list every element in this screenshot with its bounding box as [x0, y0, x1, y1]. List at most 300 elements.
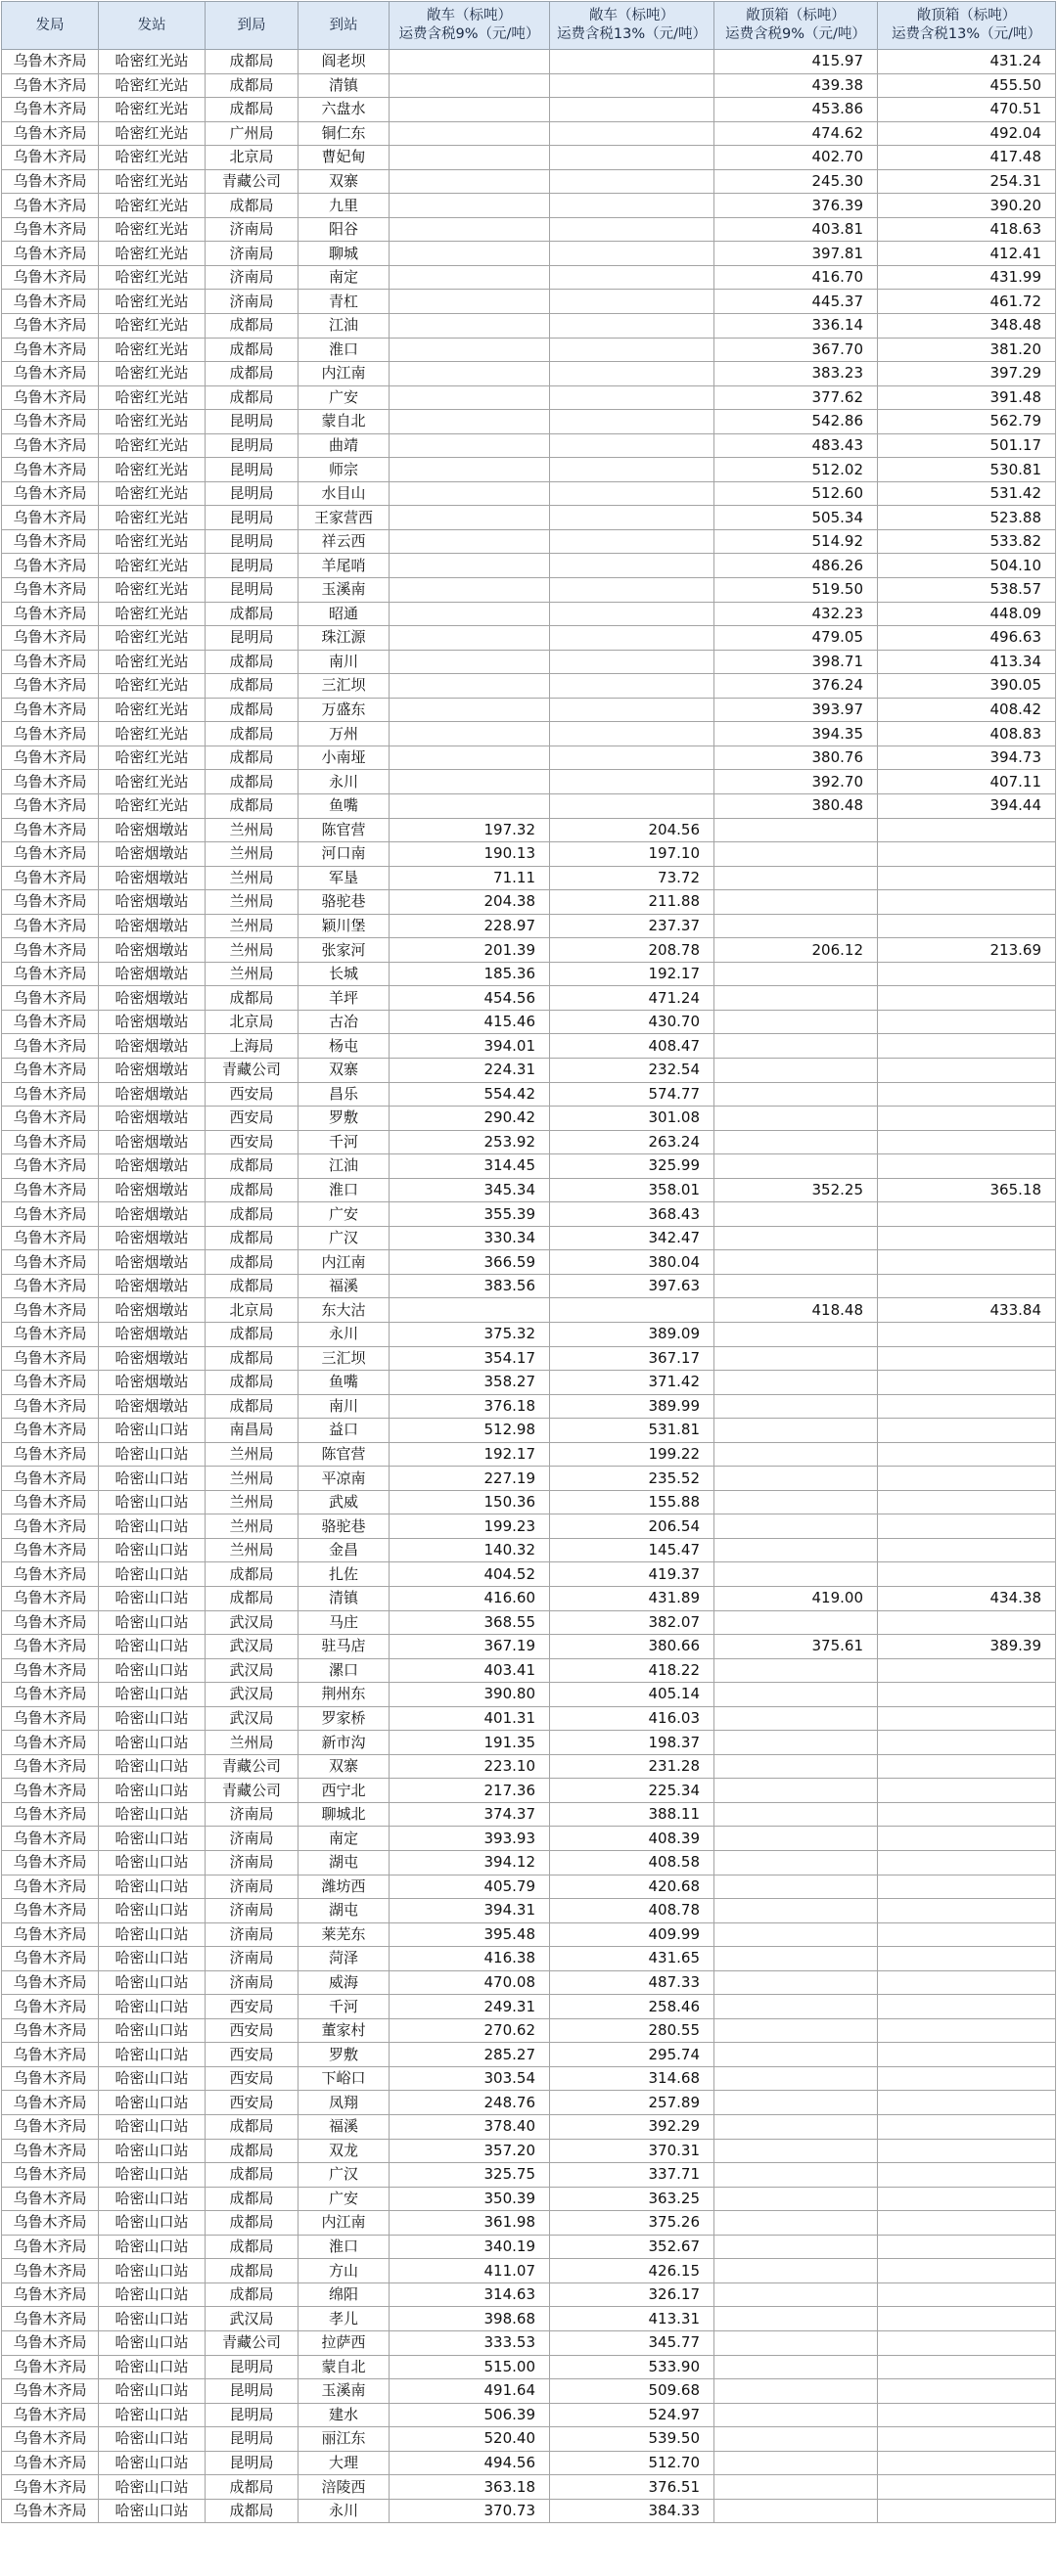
open-car-rate-13-cell: 73.72	[550, 866, 714, 890]
dest-station-cell: 广汉	[299, 1226, 390, 1250]
open-top-box-rate-9-cell	[714, 1322, 878, 1346]
origin-bureau-cell: 乌鲁木齐局	[2, 1034, 99, 1059]
table-row	[2, 2355, 1056, 2379]
dest-station-cell: 孝儿	[299, 2307, 390, 2331]
open-top-box-rate-13-cell	[878, 2330, 1056, 2355]
dest-station-cell: 千河	[299, 1130, 390, 1154]
open-car-rate-9-cell: 506.39	[390, 2403, 550, 2427]
open-car-rate-13-cell: 208.78	[550, 938, 714, 963]
open-car-rate-9-cell: 520.40	[390, 2427, 550, 2452]
origin-station-cell: 哈密山口站	[99, 1658, 206, 1683]
open-car-rate-9-cell: 345.34	[390, 1178, 550, 1202]
open-top-box-rate-9-cell: 432.23	[714, 602, 878, 626]
dest-bureau-cell: 南昌局	[206, 1419, 299, 1443]
open-car-rate-9-cell: 390.80	[390, 1683, 550, 1707]
origin-station-cell: 哈密山口站	[99, 1442, 206, 1467]
dest-bureau-cell: 青藏公司	[206, 1779, 299, 1803]
origin-station-cell: 哈密红光站	[99, 578, 206, 603]
table-row	[2, 578, 1056, 603]
origin-station-cell: 哈密烟墩站	[99, 842, 206, 867]
open-car-rate-9-cell: 303.54	[390, 2066, 550, 2091]
dest-station-cell: 南川	[299, 1394, 390, 1419]
dest-bureau-cell: 兰州局	[206, 818, 299, 842]
open-car-rate-9-cell: 374.37	[390, 1802, 550, 1827]
dest-bureau-cell: 兰州局	[206, 866, 299, 890]
table-row	[2, 1034, 1056, 1059]
origin-station-cell: 哈密红光站	[99, 194, 206, 218]
dest-bureau-cell: 成都局	[206, 986, 299, 1011]
dest-station-cell: 万州	[299, 722, 390, 746]
open-top-box-rate-9-cell	[714, 1154, 878, 1179]
dest-station-cell: 大理	[299, 2451, 390, 2475]
open-car-rate-9-cell: 330.34	[390, 1226, 550, 1250]
open-car-rate-13-cell: 204.56	[550, 818, 714, 842]
dest-station-cell: 杨屯	[299, 1034, 390, 1059]
open-car-rate-9-cell: 290.42	[390, 1107, 550, 1131]
dest-bureau-cell: 济南局	[206, 1851, 299, 1876]
dest-bureau-cell: 成都局	[206, 194, 299, 218]
open-car-rate-9-cell	[390, 290, 550, 314]
open-car-rate-13-cell: 197.10	[550, 842, 714, 867]
origin-bureau-cell: 乌鲁木齐局	[2, 1995, 99, 2019]
open-top-box-rate-13-cell: 390.20	[878, 194, 1056, 218]
origin-station-cell: 哈密山口站	[99, 1875, 206, 1899]
open-car-rate-13-cell	[550, 98, 714, 122]
open-top-box-rate-13-cell: 254.31	[878, 169, 1056, 194]
origin-station-cell: 哈密红光站	[99, 290, 206, 314]
table-row	[2, 1394, 1056, 1419]
origin-bureau-cell: 乌鲁木齐局	[2, 242, 99, 266]
table-row	[2, 674, 1056, 699]
open-car-rate-13-cell: 409.99	[550, 1922, 714, 1947]
table-row	[2, 650, 1056, 674]
origin-station-cell: 哈密烟墩站	[99, 1010, 206, 1034]
origin-bureau-cell: 乌鲁木齐局	[2, 986, 99, 1011]
open-car-rate-9-cell	[390, 554, 550, 578]
dest-bureau-cell: 西安局	[206, 2043, 299, 2067]
origin-station-cell: 哈密山口站	[99, 2139, 206, 2163]
origin-station-cell: 哈密山口站	[99, 2282, 206, 2307]
origin-bureau-cell: 乌鲁木齐局	[2, 2043, 99, 2067]
origin-station-cell: 哈密山口站	[99, 2043, 206, 2067]
dest-bureau-cell: 成都局	[206, 1562, 299, 1587]
open-top-box-rate-9-cell	[714, 1706, 878, 1731]
open-car-rate-13-cell: 342.47	[550, 1226, 714, 1250]
origin-bureau-cell: 乌鲁木齐局	[2, 914, 99, 938]
origin-bureau-cell: 乌鲁木齐局	[2, 458, 99, 482]
origin-bureau-cell: 乌鲁木齐局	[2, 73, 99, 98]
open-top-box-rate-13-cell	[878, 1899, 1056, 1923]
table-row	[2, 1706, 1056, 1731]
table-row	[2, 1178, 1056, 1202]
origin-bureau-cell: 乌鲁木齐局	[2, 1274, 99, 1298]
open-top-box-rate-13-cell	[878, 1779, 1056, 1803]
origin-station-cell: 哈密红光站	[99, 698, 206, 722]
origin-bureau-cell: 乌鲁木齐局	[2, 1154, 99, 1179]
open-car-rate-13-cell: 430.70	[550, 1010, 714, 1034]
open-car-rate-13-cell: 539.50	[550, 2427, 714, 2452]
dest-station-cell: 荆州东	[299, 1683, 390, 1707]
table-row	[2, 2330, 1056, 2355]
dest-station-cell: 淮口	[299, 338, 390, 362]
open-top-box-rate-9-cell: 453.86	[714, 98, 878, 122]
open-top-box-rate-9-cell: 542.86	[714, 410, 878, 434]
table-row	[2, 2403, 1056, 2427]
origin-station-cell: 哈密山口站	[99, 2235, 206, 2259]
open-car-rate-13-cell	[550, 121, 714, 146]
origin-station-cell: 哈密烟墩站	[99, 1154, 206, 1179]
origin-bureau-cell: 乌鲁木齐局	[2, 2115, 99, 2140]
table-row	[2, 1010, 1056, 1034]
open-top-box-rate-13-cell: 390.05	[878, 674, 1056, 699]
open-top-box-rate-13-cell	[878, 1107, 1056, 1131]
open-top-box-rate-9-cell	[714, 1371, 878, 1395]
open-car-rate-13-cell: 198.37	[550, 1731, 714, 1755]
dest-station-cell: 湖屯	[299, 1851, 390, 1876]
open-car-rate-13-cell: 352.67	[550, 2235, 714, 2259]
open-car-rate-9-cell	[390, 1298, 550, 1323]
dest-station-cell: 建水	[299, 2403, 390, 2427]
origin-bureau-cell: 乌鲁木齐局	[2, 962, 99, 986]
open-top-box-rate-9-cell	[714, 1899, 878, 1923]
open-top-box-rate-13-cell	[878, 1058, 1056, 1082]
dest-station-cell: 铜仁东	[299, 121, 390, 146]
dest-station-cell: 西宁北	[299, 1779, 390, 1803]
dest-station-cell: 万盛东	[299, 698, 390, 722]
open-car-rate-9-cell	[390, 770, 550, 794]
open-car-rate-13-cell: 380.66	[550, 1635, 714, 1659]
dest-station-cell: 骆驼巷	[299, 890, 390, 915]
open-car-rate-9-cell: 285.27	[390, 2043, 550, 2067]
origin-station-cell: 哈密山口站	[99, 1562, 206, 1587]
origin-bureau-cell: 乌鲁木齐局	[2, 1635, 99, 1659]
dest-station-cell: 小南垭	[299, 746, 390, 770]
dest-station-cell: 武威	[299, 1490, 390, 1514]
open-top-box-rate-13-cell	[878, 1322, 1056, 1346]
origin-bureau-cell: 乌鲁木齐局	[2, 433, 99, 458]
origin-station-cell: 哈密红光站	[99, 674, 206, 699]
dest-station-cell: 清镇	[299, 1587, 390, 1611]
open-top-box-rate-13-cell: 504.10	[878, 554, 1056, 578]
dest-bureau-cell: 昆明局	[206, 626, 299, 651]
open-car-rate-9-cell: 494.56	[390, 2451, 550, 2475]
open-car-rate-13-cell: 408.58	[550, 1851, 714, 1876]
origin-station-cell: 哈密山口站	[99, 1538, 206, 1562]
origin-bureau-cell: 乌鲁木齐局	[2, 1779, 99, 1803]
dest-station-cell: 菏泽	[299, 1947, 390, 1971]
origin-bureau-cell: 乌鲁木齐局	[2, 362, 99, 386]
origin-bureau-cell: 乌鲁木齐局	[2, 1250, 99, 1275]
origin-bureau-cell: 乌鲁木齐局	[2, 1947, 99, 1971]
dest-station-cell: 千河	[299, 1995, 390, 2019]
origin-station-cell: 哈密红光站	[99, 650, 206, 674]
open-car-rate-13-cell: 237.37	[550, 914, 714, 938]
open-top-box-rate-9-cell: 393.97	[714, 698, 878, 722]
open-top-box-rate-9-cell	[714, 1779, 878, 1803]
table-row	[2, 1851, 1056, 1876]
open-car-rate-13-cell: 211.88	[550, 890, 714, 915]
dest-bureau-cell: 昆明局	[206, 433, 299, 458]
origin-bureau-cell: 乌鲁木齐局	[2, 1683, 99, 1707]
dest-bureau-cell: 兰州局	[206, 842, 299, 867]
dest-bureau-cell: 成都局	[206, 1587, 299, 1611]
origin-bureau-cell: 乌鲁木齐局	[2, 1922, 99, 1947]
open-car-rate-9-cell: 394.31	[390, 1899, 550, 1923]
dest-station-cell: 莱芜东	[299, 1922, 390, 1947]
dest-station-cell: 双寨	[299, 1058, 390, 1082]
open-car-rate-13-cell	[550, 1298, 714, 1323]
table-row	[2, 2379, 1056, 2404]
table-row	[2, 1683, 1056, 1707]
origin-station-cell: 哈密红光站	[99, 529, 206, 554]
origin-station-cell: 哈密红光站	[99, 433, 206, 458]
dest-bureau-cell: 兰州局	[206, 1490, 299, 1514]
open-top-box-rate-13-cell	[878, 2355, 1056, 2379]
open-top-box-rate-13-cell: 381.20	[878, 338, 1056, 362]
open-top-box-rate-9-cell: 474.62	[714, 121, 878, 146]
origin-station-cell: 哈密山口站	[99, 2355, 206, 2379]
open-top-box-rate-9-cell: 514.92	[714, 529, 878, 554]
open-top-box-rate-13-cell	[878, 1995, 1056, 2019]
dest-bureau-cell: 成都局	[206, 602, 299, 626]
origin-bureau-cell: 乌鲁木齐局	[2, 2018, 99, 2043]
open-top-box-rate-9-cell: 439.38	[714, 73, 878, 98]
table-row	[2, 194, 1056, 218]
dest-bureau-cell: 武汉局	[206, 1658, 299, 1683]
table-row	[2, 1490, 1056, 1514]
table-row	[2, 314, 1056, 339]
dest-station-cell: 董家村	[299, 2018, 390, 2043]
dest-bureau-cell: 西安局	[206, 1995, 299, 2019]
open-car-rate-13-cell: 380.04	[550, 1250, 714, 1275]
table-row	[2, 1371, 1056, 1395]
origin-bureau-cell: 乌鲁木齐局	[2, 1346, 99, 1371]
open-top-box-rate-13-cell	[878, 2379, 1056, 2404]
origin-bureau-cell: 乌鲁木齐局	[2, 1107, 99, 1131]
dest-bureau-cell: 昆明局	[206, 458, 299, 482]
table-row	[2, 1058, 1056, 1082]
dest-station-cell: 永川	[299, 1322, 390, 1346]
origin-bureau-cell: 乌鲁木齐局	[2, 169, 99, 194]
open-top-box-rate-9-cell: 512.60	[714, 481, 878, 506]
origin-station-cell: 哈密红光站	[99, 314, 206, 339]
open-top-box-rate-9-cell	[714, 1346, 878, 1371]
open-car-rate-9-cell: 470.08	[390, 1970, 550, 1995]
origin-bureau-cell: 乌鲁木齐局	[2, 1226, 99, 1250]
table-row	[2, 1875, 1056, 1899]
open-top-box-rate-9-cell: 376.39	[714, 194, 878, 218]
dest-station-cell: 南定	[299, 265, 390, 290]
open-top-box-rate-9-cell	[714, 2163, 878, 2188]
open-car-rate-13-cell	[550, 290, 714, 314]
open-top-box-rate-13-cell	[878, 1947, 1056, 1971]
open-top-box-rate-9-cell	[714, 2307, 878, 2331]
dest-station-cell: 新市沟	[299, 1731, 390, 1755]
origin-bureau-cell: 乌鲁木齐局	[2, 2379, 99, 2404]
open-top-box-rate-13-cell	[878, 2043, 1056, 2067]
open-car-rate-13-cell: 371.42	[550, 1371, 714, 1395]
dest-station-cell: 六盘水	[299, 98, 390, 122]
open-top-box-rate-9-cell	[714, 890, 878, 915]
open-car-rate-13-cell: 199.22	[550, 1442, 714, 1467]
origin-bureau-cell: 乌鲁木齐局	[2, 1467, 99, 1491]
origin-station-cell: 哈密山口站	[99, 1947, 206, 1971]
table-row	[2, 2018, 1056, 2043]
open-car-rate-9-cell	[390, 529, 550, 554]
open-car-rate-9-cell: 415.46	[390, 1010, 550, 1034]
open-top-box-rate-13-cell	[878, 1562, 1056, 1587]
origin-station-cell: 哈密山口站	[99, 2451, 206, 2475]
table-row	[2, 2163, 1056, 2188]
open-top-box-rate-9-cell	[714, 2259, 878, 2283]
open-top-box-rate-9-cell	[714, 2379, 878, 2404]
dest-station-cell: 广安	[299, 1202, 390, 1227]
open-top-box-rate-13-cell: 530.81	[878, 458, 1056, 482]
origin-station-cell: 哈密烟墩站	[99, 986, 206, 1011]
origin-bureau-cell: 乌鲁木齐局	[2, 1298, 99, 1323]
origin-station-cell: 哈密红光站	[99, 265, 206, 290]
open-top-box-rate-13-cell	[878, 2066, 1056, 2091]
open-top-box-rate-9-cell	[714, 962, 878, 986]
origin-bureau-cell: 乌鲁木齐局	[2, 1827, 99, 1851]
open-top-box-rate-13-cell	[878, 890, 1056, 915]
table-row	[2, 938, 1056, 963]
table-row	[2, 866, 1056, 890]
origin-bureau-cell: 乌鲁木齐局	[2, 2475, 99, 2500]
open-car-rate-9-cell: 394.12	[390, 1851, 550, 1876]
open-car-rate-9-cell	[390, 146, 550, 170]
open-car-rate-13-cell: 258.46	[550, 1995, 714, 2019]
open-top-box-rate-9-cell	[714, 2115, 878, 2140]
origin-station-cell: 哈密山口站	[99, 1706, 206, 1731]
origin-bureau-cell: 乌鲁木齐局	[2, 338, 99, 362]
open-top-box-rate-13-cell	[878, 1754, 1056, 1779]
open-car-rate-9-cell: 249.31	[390, 1995, 550, 2019]
open-car-rate-9-cell: 253.92	[390, 1130, 550, 1154]
dest-bureau-cell: 西安局	[206, 2018, 299, 2043]
open-top-box-rate-9-cell	[714, 1490, 878, 1514]
open-top-box-rate-9-cell: 383.23	[714, 362, 878, 386]
open-car-rate-9-cell: 383.56	[390, 1274, 550, 1298]
dest-station-cell: 曹妃甸	[299, 146, 390, 170]
table-row	[2, 410, 1056, 434]
origin-station-cell: 哈密红光站	[99, 73, 206, 98]
origin-bureau-cell: 乌鲁木齐局	[2, 1419, 99, 1443]
open-car-rate-9-cell	[390, 385, 550, 410]
dest-bureau-cell: 成都局	[206, 793, 299, 818]
open-car-rate-13-cell: 416.03	[550, 1706, 714, 1731]
origin-bureau-cell: 乌鲁木齐局	[2, 410, 99, 434]
dest-bureau-cell: 西安局	[206, 1107, 299, 1131]
open-top-box-rate-13-cell	[878, 1130, 1056, 1154]
open-car-rate-9-cell: 361.98	[390, 2211, 550, 2236]
open-top-box-rate-9-cell	[714, 1851, 878, 1876]
origin-bureau-cell: 乌鲁木齐局	[2, 2427, 99, 2452]
open-car-rate-9-cell	[390, 73, 550, 98]
open-top-box-rate-13-cell	[878, 1875, 1056, 1899]
open-car-rate-9-cell: 405.79	[390, 1875, 550, 1899]
dest-station-cell: 福溪	[299, 2115, 390, 2140]
dest-bureau-cell: 成都局	[206, 1226, 299, 1250]
open-car-rate-13-cell	[550, 506, 714, 530]
dest-bureau-cell: 兰州局	[206, 1442, 299, 1467]
table-row	[2, 722, 1056, 746]
open-top-box-rate-9-cell: 367.70	[714, 338, 878, 362]
open-top-box-rate-13-cell: 417.48	[878, 146, 1056, 170]
origin-bureau-cell: 乌鲁木齐局	[2, 770, 99, 794]
open-top-box-rate-9-cell: 394.35	[714, 722, 878, 746]
origin-station-cell: 哈密红光站	[99, 242, 206, 266]
origin-station-cell: 哈密山口站	[99, 1922, 206, 1947]
open-car-rate-9-cell	[390, 481, 550, 506]
open-top-box-rate-13-cell: 455.50	[878, 73, 1056, 98]
dest-bureau-cell: 昆明局	[206, 2451, 299, 2475]
origin-station-cell: 哈密红光站	[99, 98, 206, 122]
table-row	[2, 265, 1056, 290]
dest-bureau-cell: 武汉局	[206, 1706, 299, 1731]
table-row	[2, 1538, 1056, 1562]
origin-bureau-cell: 乌鲁木齐局	[2, 1514, 99, 1539]
origin-station-cell: 哈密烟墩站	[99, 1394, 206, 1419]
origin-station-cell: 哈密山口站	[99, 2259, 206, 2283]
table-row	[2, 458, 1056, 482]
origin-bureau-cell: 乌鲁木齐局	[2, 1010, 99, 1034]
dest-bureau-cell: 成都局	[206, 1178, 299, 1202]
dest-station-cell: 王家营西	[299, 506, 390, 530]
dest-station-cell: 广安	[299, 385, 390, 410]
dest-bureau-cell: 昆明局	[206, 554, 299, 578]
table-row	[2, 842, 1056, 867]
dest-station-cell: 双寨	[299, 1754, 390, 1779]
dest-station-cell: 双寨	[299, 169, 390, 194]
origin-bureau-cell: 乌鲁木齐局	[2, 1538, 99, 1562]
open-top-box-rate-9-cell	[714, 1947, 878, 1971]
open-car-rate-9-cell	[390, 338, 550, 362]
open-top-box-rate-13-cell: 496.63	[878, 626, 1056, 651]
open-top-box-rate-13-cell	[878, 1970, 1056, 1995]
table-row	[2, 146, 1056, 170]
open-car-rate-13-cell: 382.07	[550, 1610, 714, 1635]
origin-bureau-cell: 乌鲁木齐局	[2, 698, 99, 722]
origin-station-cell: 哈密红光站	[99, 481, 206, 506]
dest-bureau-cell: 济南局	[206, 217, 299, 242]
table-row	[2, 169, 1056, 194]
open-top-box-rate-9-cell	[714, 1082, 878, 1107]
open-car-rate-9-cell	[390, 169, 550, 194]
open-car-rate-9-cell: 454.56	[390, 986, 550, 1011]
origin-bureau-cell: 乌鲁木齐局	[2, 602, 99, 626]
origin-bureau-cell: 乌鲁木齐局	[2, 1802, 99, 1827]
open-top-box-rate-13-cell: 492.04	[878, 121, 1056, 146]
origin-station-cell: 哈密红光站	[99, 410, 206, 434]
open-top-box-rate-9-cell: 479.05	[714, 626, 878, 651]
origin-bureau-cell: 乌鲁木齐局	[2, 2282, 99, 2307]
open-car-rate-13-cell: 413.31	[550, 2307, 714, 2331]
origin-bureau-cell: 乌鲁木齐局	[2, 2066, 99, 2091]
open-car-rate-13-cell	[550, 626, 714, 651]
open-car-rate-13-cell: 471.24	[550, 986, 714, 1011]
dest-station-cell: 祥云西	[299, 529, 390, 554]
open-car-rate-9-cell	[390, 217, 550, 242]
open-car-rate-9-cell: 395.48	[390, 1922, 550, 1947]
dest-station-cell: 蒙自北	[299, 2355, 390, 2379]
open-car-rate-9-cell: 192.17	[390, 1442, 550, 1467]
origin-bureau-cell: 乌鲁木齐局	[2, 314, 99, 339]
dest-bureau-cell: 武汉局	[206, 1610, 299, 1635]
origin-bureau-cell: 乌鲁木齐局	[2, 50, 99, 74]
open-car-rate-13-cell	[550, 481, 714, 506]
origin-station-cell: 哈密红光站	[99, 458, 206, 482]
